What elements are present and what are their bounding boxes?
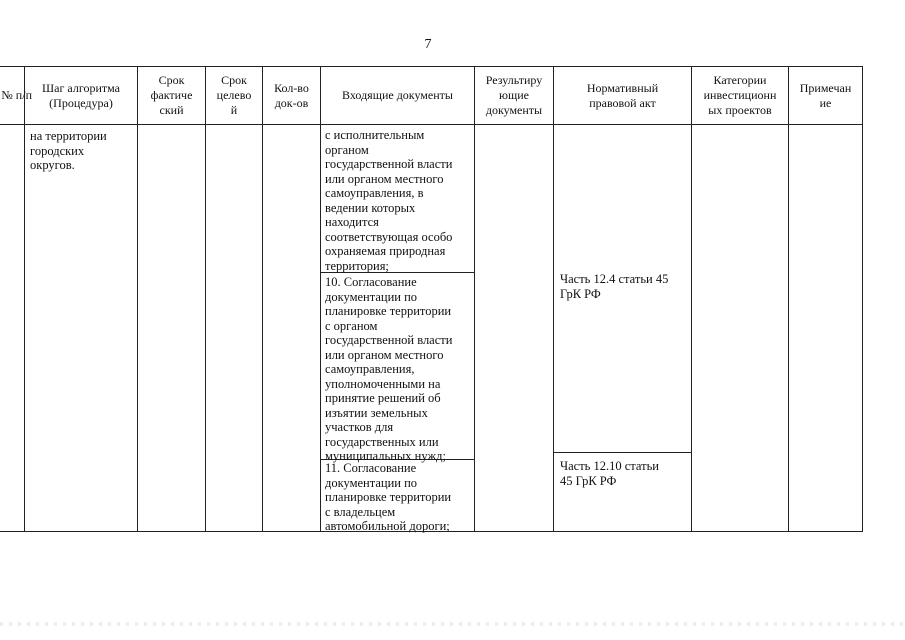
col-line-3 (262, 66, 263, 532)
page-number: 7 (424, 37, 432, 52)
col-line-4 (320, 66, 321, 532)
header-term-actual: Срок фактиче ский (150, 73, 193, 117)
col-line-6 (553, 66, 554, 532)
col-line-5 (474, 66, 475, 532)
header-result-docs: Результиру ющие документы (485, 73, 543, 117)
header-categories: Категории инвестиционн ых проектов (703, 73, 777, 117)
header-term-target: Срок целево й (216, 73, 252, 117)
header-notes: Примечан ие (799, 80, 852, 110)
input-doc-2: 10. Согласование документации по планировке территории с органом государственной власти или органом местного самоуправления, уполномоченными на принятие решений об изъятии земельных участков для государственных или муниципальных нужд; (325, 275, 453, 463)
input-doc-1: с исполнительным органом государственной власти или органом местного самоуправления, в ведении которых находится соответствующая особо охраняемая природная территория; (325, 128, 453, 273)
legal-act-3: Часть 12.10 статьи 45 ГрК РФ (560, 459, 659, 488)
legal-act-2: Часть 12.4 статьи 45 ГрК РФ (560, 272, 669, 301)
act-divider (553, 452, 691, 453)
header-num: № п/п (1, 88, 32, 102)
scan-artifact (0, 622, 905, 626)
input-doc-3: 11. Согласование документации по планировке территории с владельцем автомобильной дороги; (325, 461, 452, 533)
header-input-docs: Входящие документы (342, 88, 453, 102)
col-line-0 (24, 66, 25, 532)
col-line-8 (788, 66, 789, 532)
col-line-2 (205, 66, 206, 532)
col-line-9 (862, 66, 863, 532)
algorithm-table (0, 66, 864, 533)
col-line-7 (691, 66, 692, 532)
header-bottom-border (0, 124, 862, 125)
col-line-1 (137, 66, 138, 532)
header-legal-act: Нормативный правовой акт (586, 80, 659, 110)
step-cell: на территории городских округов. (30, 129, 107, 172)
header-step: Шаг алгоритма (Процедура) (42, 80, 120, 110)
header-doc-count: Кол-во док-ов (274, 80, 309, 110)
